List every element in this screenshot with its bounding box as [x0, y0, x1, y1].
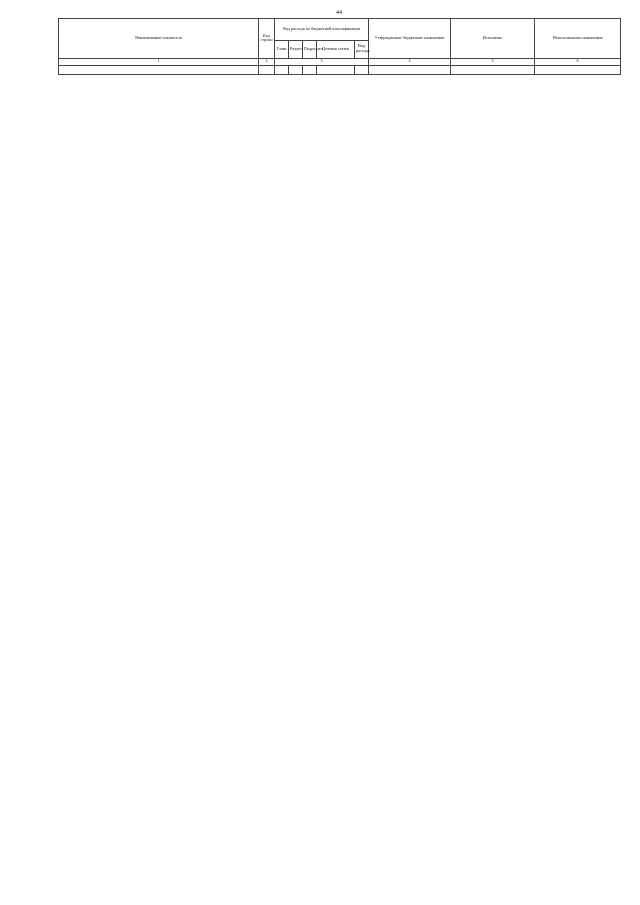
row-name: [59, 66, 259, 75]
row-code: [259, 66, 275, 75]
table-body: [59, 66, 621, 75]
budget-execution-table: [58, 18, 621, 75]
row-expense-type: [355, 66, 369, 75]
row-target-item: [317, 66, 355, 75]
row-subsection: [303, 66, 317, 75]
header-target-item: Целевая статья: [317, 40, 355, 58]
header-expense-type: Вид расхода: [355, 40, 369, 58]
row-cumulative: [535, 66, 621, 75]
row-chapter: [275, 66, 289, 75]
header-chapter: Глава: [275, 40, 289, 58]
row-executed: [451, 66, 535, 75]
column-number-row: [59, 58, 621, 66]
header-executed: Исполнено: [451, 19, 535, 59]
page-number: 44: [336, 10, 342, 16]
row-section: [289, 66, 303, 75]
column-number: 6: [535, 58, 621, 66]
header-subsection: Подраздел: [303, 40, 317, 58]
column-number: 4: [369, 58, 451, 66]
header-name: Наименование показателя: [59, 19, 259, 59]
column-number: 1: [59, 58, 259, 66]
column-number: 2: [259, 58, 275, 66]
table-row: [59, 66, 621, 75]
header-section: Раздел: [289, 40, 303, 58]
header-code: Код строки: [259, 19, 275, 59]
header-cumulative: Неисполненные назначения: [535, 19, 621, 59]
header-budget-classification: Код расхода по бюджетной классификации: [275, 19, 369, 41]
column-number: 3: [275, 58, 369, 66]
column-number: 5: [451, 58, 535, 66]
row-approved: [369, 66, 451, 75]
header-approved: Утвержденные бюджетные назначения: [369, 19, 451, 59]
